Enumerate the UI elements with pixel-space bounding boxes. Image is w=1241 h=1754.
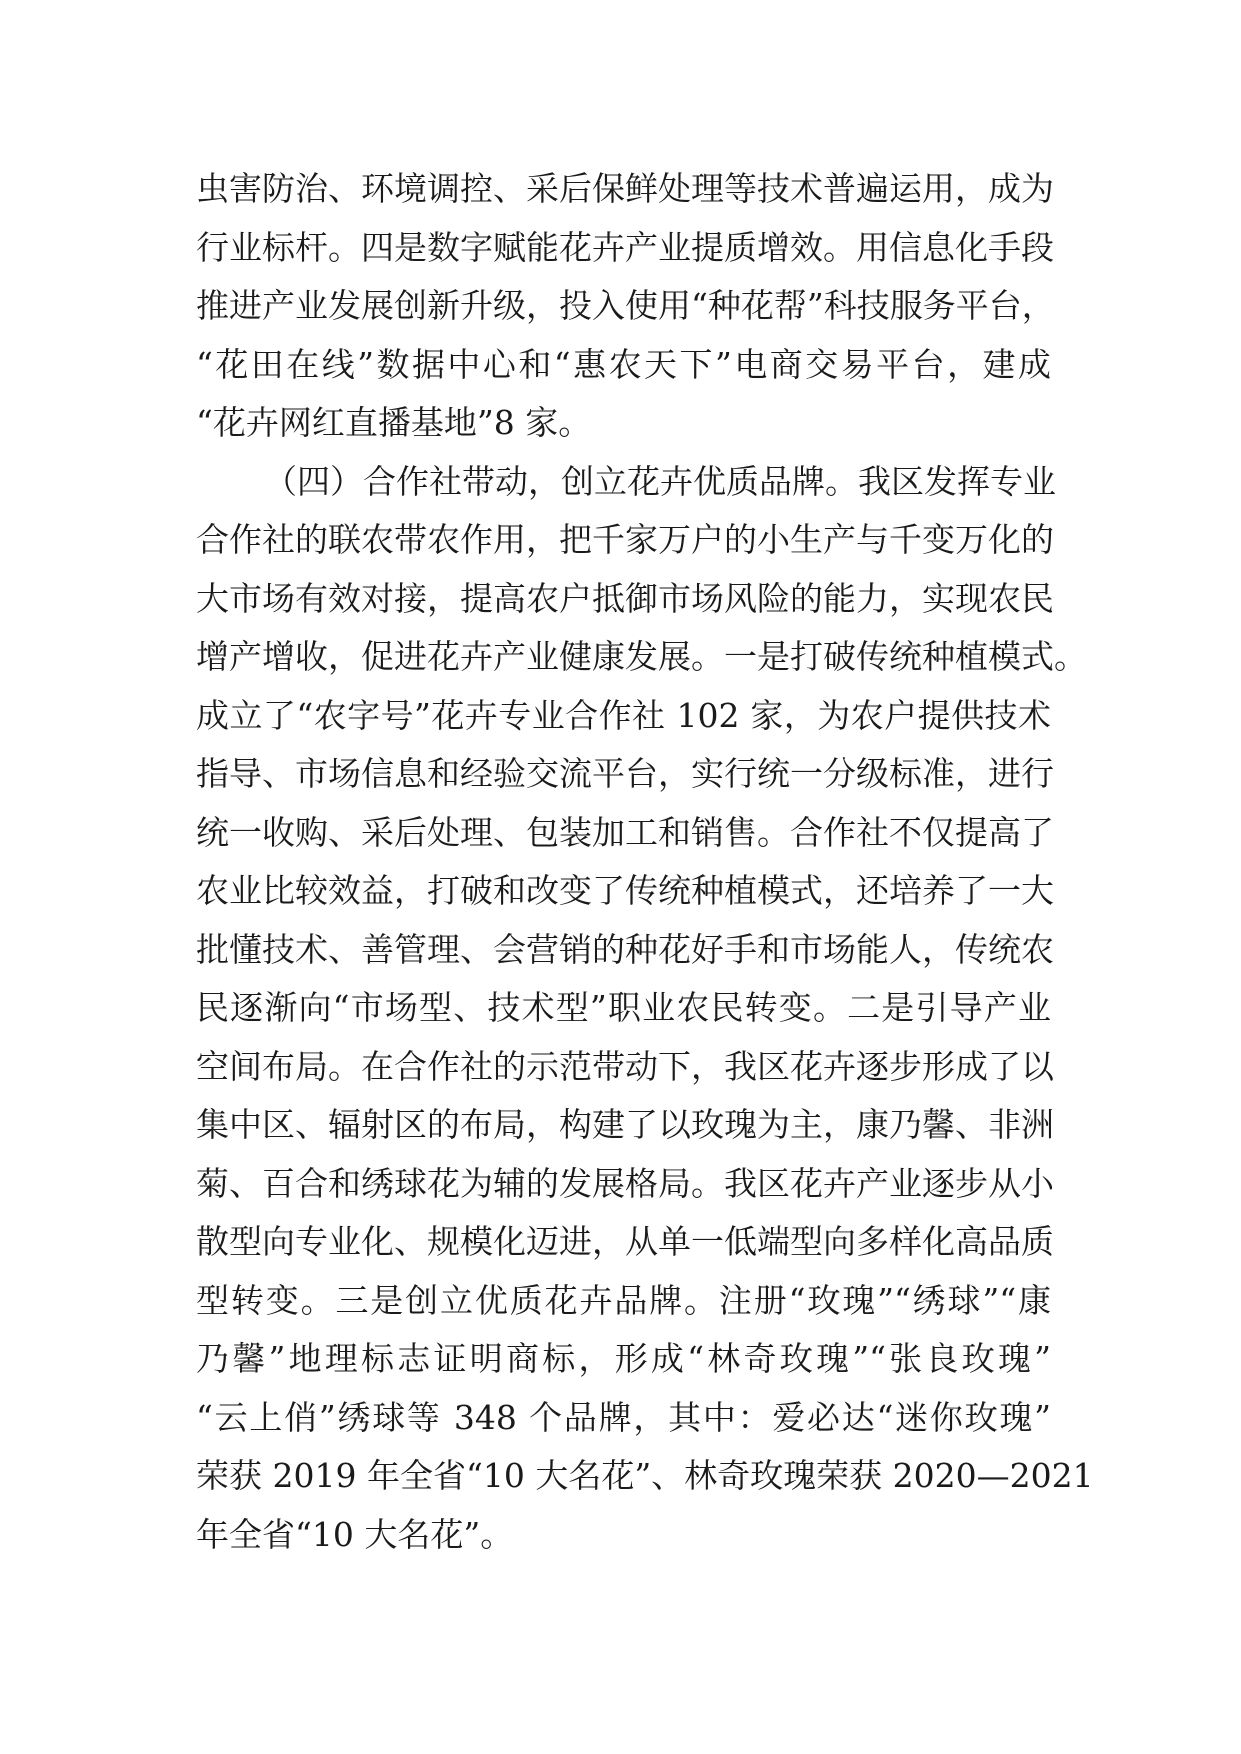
text-line-19: 散型向专业化、规模化迈进，从单一低端型向多样化高品质 bbox=[196, 1222, 1054, 1261]
text-line-11: 指导、市场信息和经验交流平台，实行统一分级标准，进行 bbox=[196, 754, 1054, 793]
text-line-16: 空间布局。在合作社的示范带动下，我区花卉逐步形成了以 bbox=[196, 1046, 1054, 1086]
text-line-7: 合作社的联农带农作用，把千家万户的小生产与千变万化的 bbox=[196, 520, 1054, 559]
text-line-17: 集中区、辐射区的布局，构建了以玫瑰为主，康乃馨、非洲 bbox=[196, 1105, 1054, 1144]
text-line-14: 批懂技术、善管理、会营销的种花好手和市场能人，传统农 bbox=[196, 929, 1054, 969]
text-line-9: 增产增收，促进花卉产业健康发展。一是打破传统种植模式。 bbox=[196, 637, 1087, 676]
text-line-10: 成立了“农字号”花卉专业合作社 102 家，为农户提供技术 bbox=[196, 695, 1051, 735]
text-line-20: 型转变。三是创立优质花卉品牌。注册“玫瑰”“绣球”“康 bbox=[196, 1280, 1051, 1320]
text-line-12: 统一收购、采后处理、包装加工和销售。合作社不仅提高了 bbox=[196, 812, 1054, 852]
text-line-18: 菊、百合和绣球花为辅的发展格局。我区花卉产业逐步从小 bbox=[196, 1163, 1054, 1203]
document-body bbox=[196, 160, 1094, 1564]
text-line-13: 农业比较效益，打破和改变了传统种植模式，还培养了一大 bbox=[196, 871, 1054, 910]
text-line-5: “花卉网红直播基地”8 家。 bbox=[196, 403, 592, 442]
text-line-23: 荣获 2019 年全省“10 大名花”、林奇玫瑰荣获 2020—2021 bbox=[196, 1456, 1094, 1495]
section-heading-line: （四）合作社带动，创立花卉优质品牌。我区发挥专业 bbox=[264, 461, 1056, 501]
text-line-3: 推进产业发展创新升级，投入使用“种花帮”科技服务平台， bbox=[196, 286, 1055, 325]
text-line-2: 行业标杆。四是数字赋能花卉产业提质增效。用信息化手段 bbox=[196, 227, 1054, 267]
text-line-4: “花田在线”数据中心和“惠农天下”电商交易平台，建成 bbox=[196, 344, 1051, 384]
text-line-15: 民逐渐向“市场型、技术型”职业农民转变。二是引导产业 bbox=[196, 988, 1051, 1027]
text-line-24: 年全省“10 大名花”。 bbox=[196, 1514, 514, 1554]
text-line-1: 虫害防治、环境调控、采后保鲜处理等技术普遍运用，成为 bbox=[196, 169, 1054, 208]
text-line-22: “云上俏”绣球等 348 个品牌，其中：爱必达“迷你玫瑰” bbox=[196, 1397, 1051, 1437]
text-line-8: 大市场有效对接，提高农户抵御市场风险的能力，实现农民 bbox=[196, 578, 1054, 618]
text-line-21: 乃馨”地理标志证明商标，形成“林奇玫瑰”“张良玫瑰” bbox=[196, 1339, 1051, 1378]
